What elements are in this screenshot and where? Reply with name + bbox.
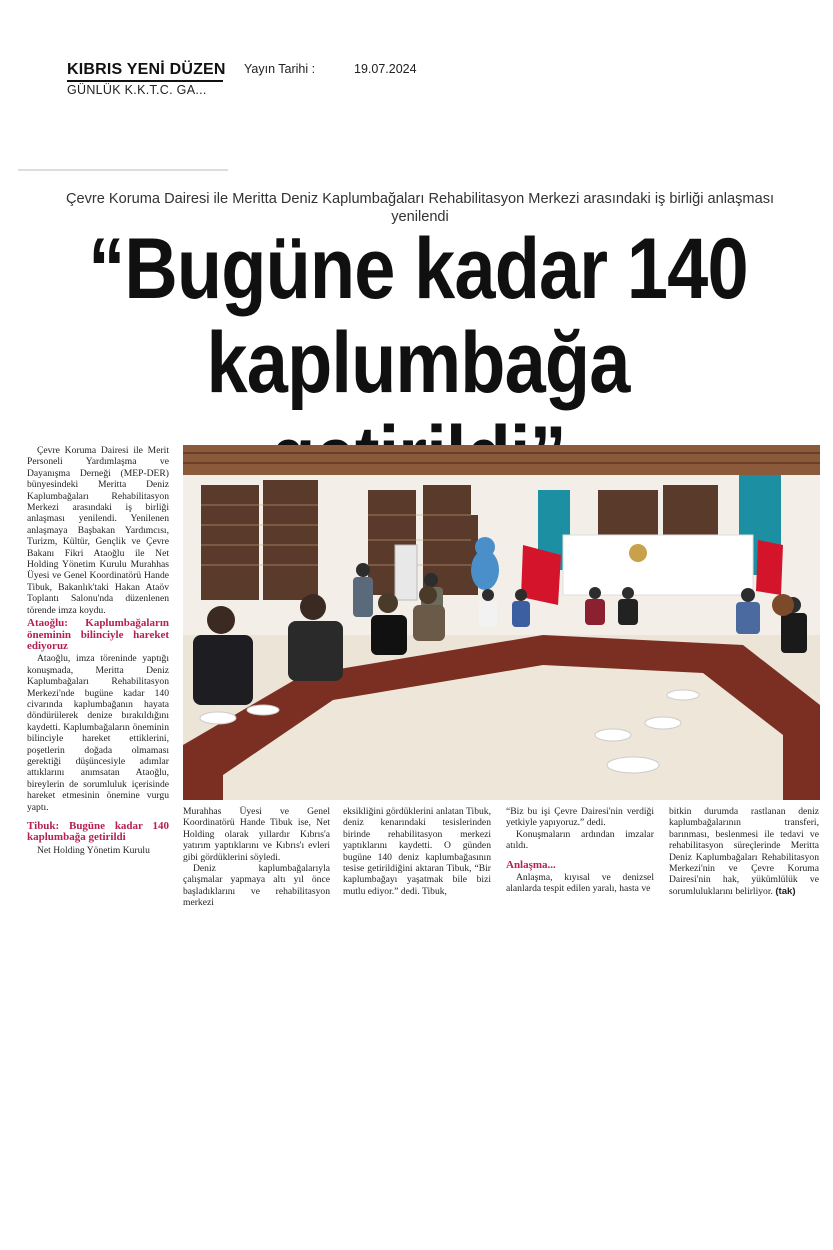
clipping-edge — [18, 169, 228, 171]
column-4-paragraph-a: “Biz bu işi Çevre Dairesi'nin verdiği yetkiyle yapıyoruz.” dedi. — [506, 806, 654, 829]
article-column-4 — [506, 806, 654, 895]
meeting-photo — [183, 445, 820, 800]
article-column-1 — [27, 445, 169, 856]
column-4-paragraph-c: Anlaşma, kıyısal ve denizsel alanlarda tespit edilen yaralı, hasta ve — [506, 872, 654, 895]
column-2-paragraph-a: Murahhas Üyesi ve Genel Koordinatörü Hande Tibuk ise, Net Holding olarak yıllardır Kıbrıs'a yatırım yaptıklarını ve Kıbrıs'ı evleri gibi gördüklerini söyledi. — [183, 806, 330, 863]
article-kicker: Çevre Koruma Dairesi ile Meritta Deniz Kaplumbağaları Rehabilitasyon Merkezi arasındaki iş birliği anlaşması yenilendi — [65, 191, 775, 225]
headline-line-2: kaplumbağa — [206, 315, 630, 411]
headline-line-1: “Bugüne kadar 140 — [88, 221, 748, 317]
newspaper-masthead: KIBRIS YENİ DÜZEN — [67, 61, 226, 78]
column-2-paragraph-b: Deniz kaplumbağalarıyla çalışmalar yapmaya altı yıl önce başladıklarını ve rehabilitasyon merkezi — [183, 863, 330, 909]
meeting-photo-illustration — [183, 445, 820, 800]
newspaper-subtitle: GÜNLÜK K.K.T.C. GA... — [67, 83, 207, 97]
author-signature: (tak) — [775, 885, 796, 897]
article-column-3 — [343, 806, 491, 897]
column-3-paragraph: eksikliğini gördüklerini anlatan Tibuk, deniz kenarındaki tesislerinden birinde rehabilitasyon merkezi yaptıklarını kaydetti. O günden bugüne 140 deniz kaplumbağasının tesise getirildiğini aktaran Tibuk, “Bir kaplumbağayı yaşatmak bile bizi mutlu ediyor.” dedi. Tibuk, — [343, 806, 491, 897]
masthead-underline — [67, 80, 223, 82]
subheading-anlasma: Anlaşma... — [506, 858, 556, 871]
article-column-2 — [183, 806, 330, 909]
article-column-5 — [669, 806, 819, 897]
column-4-paragraph-b: Konuşmaların ardından imzalar atıldı. — [506, 828, 654, 852]
column-5-paragraph — [669, 806, 819, 897]
paragraph-ataoglu: Ataoğlu, imza töreninde yaptığı konuşmada, Meritta Deniz Kaplumbağaları Rehabilitasyon Merkezi'nde bugüne kadar 140 civarında kaplumbağanın hayata döndürülerek denize bırakıldığını kaydetti. Kaplumbağaların öneminin bilinciyle hareket ettiklerini, poşetlerin doğada olmaması gerektiği düşüncesiyle adımlar attıklarını anımsatan Ataoğlu, bireylerin de sorumluluk içerisinde hareket etmesinin önemine vurgu yaptı. — [27, 653, 169, 813]
publication-date-label: Yayın Tarihi : — [244, 62, 316, 76]
subheading-ataoglu: Ataoğlu: Kaplumbağaların öneminin bilinciyle hareket ediyoruz — [27, 617, 169, 652]
paragraph-tibuk-start: Net Holding Yönetim Kurulu — [37, 844, 150, 856]
article-intro: Çevre Koruma Dairesi ile Merit Personeli Yardımlaşma ve Dayanışma Derneği (MEP-DER) bünyesindeki Meritta Deniz Kaplumbağaları Rehabilitasyon Merkezi arasındaki iş birliği anlaşması yenilendi. Yenilenen anlaşmaya Başbakan Yardımcısı, Turizm, Kültür, Gençlik ve Çevre Bakanı Fikri Ataoğlu ile Net Holding Yönetim Kurulu Murahhas Üyesi ve Genel Koordinatörü Hande Tibuk, Bakanlık'taki Hakan Ataöv Toplantı Salonu'nda düzenlenen törende imza koydu. — [27, 445, 169, 616]
column-5-text: bitkin durumda rastlanan deniz kaplumbağalarının transferi, barınması, beslenmesi ile tedavi ve rehabilitasyon süreçlerinde Meritta Deniz Kaplumbağaları Rehabilitasyon Merkezi'nin ve Çevre Koruma Dairesi'nin hak, yükümlülük ve sorumluluklarını belirliyor. — [669, 806, 819, 897]
subheading-tibuk: Tibuk: Bugüne kadar 140 kaplumbağa getirildi — [27, 820, 169, 844]
publication-date-value: 19.07.2024 — [354, 62, 417, 76]
